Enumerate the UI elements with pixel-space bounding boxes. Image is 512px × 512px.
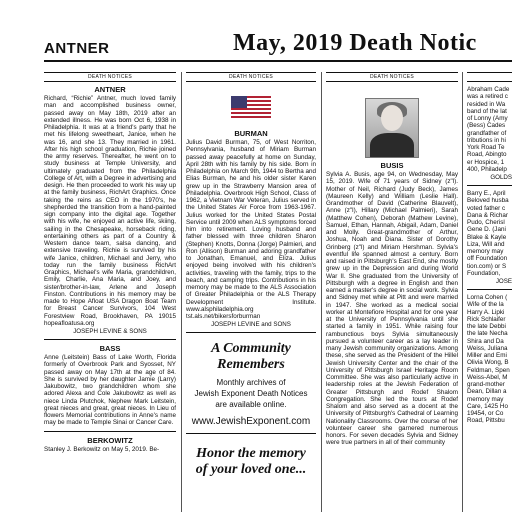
header-rule <box>44 60 512 62</box>
american-flag-icon <box>231 96 271 125</box>
column-label: DEATH NOTICES <box>44 72 176 82</box>
notice-name: BUSIS <box>380 161 404 170</box>
ad-title-line: Remembers <box>217 357 285 373</box>
column-1 <box>44 72 176 512</box>
column-2 <box>186 72 316 512</box>
notice-text: Barry E., April Beloved husba voted father c Dana & Richar Pudo, Cherisl Gene D. (Jani Blake & Kayle Liza, Will and memory may off Foundation tion.com) or S Foundation, <box>467 190 509 277</box>
divider <box>44 339 176 340</box>
column-divider <box>462 72 463 512</box>
column-label: DEATH NOTICES <box>186 72 316 82</box>
funeral-home: JOSE <box>495 278 512 285</box>
page-title: May, 2019 Death Notic <box>233 30 477 56</box>
funeral-home: GOLDS <box>490 174 512 181</box>
column-divider <box>181 72 182 512</box>
notice-name: BERKOWITZ <box>87 435 133 445</box>
ad-line: Monthly archives of <box>216 378 286 388</box>
column-label <box>467 72 512 82</box>
column-4 <box>467 72 512 512</box>
divider <box>186 433 316 434</box>
notice-text: Abraham Cade was a retired c resided in Wa band of the lat of Lonny (Amy (Bess) Cades grandfather of tributions in hi York Road Te Road, Abingto er Hospice, 1 400, Philadelp <box>467 86 510 173</box>
divider <box>467 289 512 290</box>
divider <box>467 185 512 186</box>
ad-title-line: Honor the memory <box>196 446 306 462</box>
notice-text: Lorna Cohen ( Wife of the la Harry A. Lipki Rick Schlaifer the late Debbi the late Necha Shira and Da Weiss, Juliana Miller and Emi Olivia Wong, B Feldman, Spen Weiss-Abel, M grand-mother Dean, Dillan a memory may Care, 1425 Ho 19454, or Co Road, Pittsbu <box>467 294 510 425</box>
column-label: DEATH NOTICES <box>326 72 458 82</box>
community-ad <box>186 341 316 427</box>
divider <box>44 431 176 432</box>
portrait-photo <box>365 98 419 158</box>
ad-line: Jewish Exponent Death Notices <box>194 389 308 399</box>
notice-name: BASS <box>99 344 121 353</box>
ad-title-line: A Community <box>211 341 291 357</box>
funeral-home: JOSEPH LEVINE and SONS <box>211 321 291 329</box>
ad-line: are available online. <box>215 400 287 410</box>
notice-text: Anne (Leitstein) Bass of Lake Worth, Florida formerly of Overbrook Park and Syosset, NY passed away on May 17th at the age of 84. She is survived by her daughter Jamie (Larry) Jakubowitz, two grandchildren whom she adored Alexa and Cole Jakubowitz as well as niece Linda Plutchok, Nephew Mark Leitstein, great nieces and great, great nieces. In Lieu of flowers Memorial contributions in Anne's name may be made to Temple Sinai or Cancer Care. <box>44 354 176 427</box>
notice-text: Julius David Burman, 75, of West Norriton, Pennsylvania, husband of Miriam Burman passed away peacefully at home on Sunday, April 28th with his family by his side. Born in Philadelphia on March 9th, 1944 to Bertha and Elias Burman, he and his older sister Karen grew up in the Strawberry Mansion area of Philadelphia. Overbrook High School, Class of 1962, a Vietnam War Veteran, Julius served in the United States Air Force from 1963-1967. Julius worked for the United States Postal Service until 2009 when ALS symptoms forced him into retirement. Loving husband and father blessed with three children Sharon (Stephen) Knotts, Donna (Jorge) Palmieri, and Ron (Allison) Burman and adoring grandfather to Jonathan, Emanuel, and Eliza. Julius enjoyed being involved with his children's activities, traveling with the family, trips to the beach, and camping trips. Contributions in his memory may be made to the ALS Association of Greater Philadelphia or the ALS Therapy Development Institute. www.alsphiladelphia.org tst.als.net/bikersforburman <box>186 139 316 320</box>
section-name: ANTNER <box>44 40 110 57</box>
ad-link[interactable]: www.JewishExponent.com <box>191 416 311 428</box>
ad-title <box>186 341 316 373</box>
notice-text: Richard, “Richie” Antner, much loved family man and accomplished business owner, passed away on May 18th, 2019 after an extended illness. He was born Oct 6, 1938 in Philadelphia. It was at a friend's party that he met his lifelong sweetheart, Janice, when he was 16, and she 13. They married in 1961. After his high school graduation, Richie joined the army reserves. Thereafter, he went on to study business at Temple University, and ultimately graduated from the Philadelphia College of Art, with a Degree in advertising and design. He then proceeded to work his way up at the family business, RichArt Graphics. Once taking the reins as CEO in the 1970's, he shepherded the transition from a hand-painted sign company into the digital age. Together with his wife, he enjoyed an active life, skiing, sailing in the Chesapeake, horseback riding, entertaining others as part of a Country & Western dance team, salsa dancing, and extensive traveling. Richie is survived by his wife Janice, children, Michael and Jerry, who today run the family business RichArt Graphics, Michael's wife Maria, grandchildren, Emily, Charlie, Ana Maria, and Joey, and sister/brother-in-law, Arlene and Joseph Finston. Contributions in his memory may be made to Hope Afloat USA Dragon Boat Team for Breast Cancer Survivors, 104 West Forestview Road, Brookhaven, PA 19015 hopeafloatusa.org <box>44 95 176 327</box>
notice-text: Sylvia A. Busis, age 94, on Wednesday, May 15, 2019. Wife of 71 years of Sidney (z"l). Mother of Neil, Richard (Judy Beck), James (Maureen Kelly) and William (Leslie Hall). Grandmother of David (Catherine Blauvelt), Anne (z"l), Hillary (Michael Palmieri), Sarah (Matthew Cohen), Deborah (Mathew Levine), Samuel, Ethan, Hannah, Abigail, Adam, Daniel and Molly. Great-grandmother of Arthur, Joshua, Noah and Diana. Sister of Dorothy Grinberg (z"l) and Miriam Hershman. Sylvia's eventful life spanned almost a century. Born and raised in Pittsburgh's East End, she mostly grew up in the Depression and during World War II. She graduated from the University of Pittsburgh with a degree in English and then earned a master's degree in social work. Sylvia and Sidney met while at Pitt and were married in 1947. She worked as a medical social worker at Montefiore Hospital and for one year at the University of Pennsylvania until she started a family in 1951. While raising four rambunctious boys Sylvia simultaneously pursued a volunteer career as a lay leader in many Jewish community organizations. Among these, she served as the President of the Hillel Jewish University Center and the chair of the University of Pittsburgh Israel Heritage Room Committee. She was also particularly active in leadership roles at the Jewish Federation of Greater Pittsburgh and Rodef Shalom Congregation. She led the tours at Rodef Shalom and also served as a docent at the University of Pittsburgh's Cathedral of Learning Nationality Classrooms. Over the course of her volunteer career she garnered numerous honors. For seven decades Sylvia and Sidney were true partners in all of their community <box>326 171 458 447</box>
notice-text: Stanley J. Berkowitz on May 5, 2019. Be- <box>44 445 160 453</box>
column-3 <box>326 72 458 512</box>
ad-title-line: of your loved one... <box>195 462 307 478</box>
divider <box>186 332 316 333</box>
column-divider <box>321 72 322 512</box>
ad-title <box>186 446 316 478</box>
funeral-home: JOSEPH LEVINE & SONS <box>73 328 147 335</box>
notice-name: BURMAN <box>234 129 268 138</box>
notice-name: ANTNER <box>94 85 126 94</box>
